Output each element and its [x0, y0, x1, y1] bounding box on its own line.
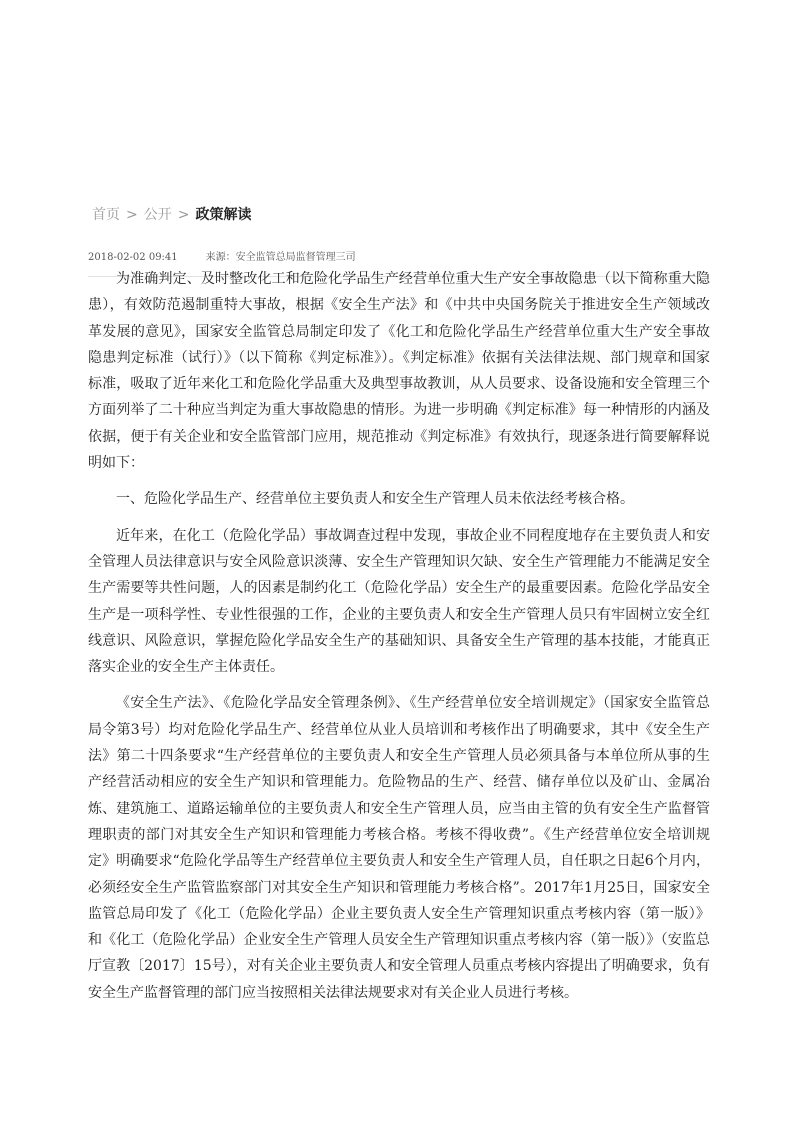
article-paragraph: 近年来，在化工（危险化学品）事故调查过程中发现，事故企业不同程度地存在主要负责人和安全管理人员法律意识与安全风险意识淡薄、安全生产管理知识欠缺、安全生产管理能力不能满足安全生产需要等共性问题，人的因素是制约化工（危险化学品）安全生产的最重要因素。危险化学品安全生产是一项科学性、专业性很强的工作，企业的主要负责人和安全生产管理人员只有牢固树立安全红线意识、风险意识，掌握危险化学品安全生产的基础知识、具备安全生产管理的基本技能，才能真正落实企业的安全生产主体责任。 — [88, 527, 710, 676]
article-paragraph: 一、危险化学品生产、经营单位主要负责人和安全生产管理人员未依法经考核合格。 — [116, 491, 634, 508]
article-meta — [88, 251, 356, 265]
breadcrumb-current: 政策解读 — [195, 207, 252, 223]
article-paragraph: 《安全生产法》、《危险化学品安全管理条例》、《生产经营单位安全培训规定》（国家安全监管总局令第3号）均对危险化学品生产、经营单位从业人员培训和考核作出了明确要求，其中《安全生产法》第二十四条要求“生产经营单位的主要负责人和安全生产管理人员必须具备与本单位所从事的生产经营活动相应的安全生产知识和管理能力。危险物品的生产、经营、储存单位以及矿山、金属冶炼、建筑施工、道路运输单位的主要负责人和安全生产管理人员，应当由主管的负有安全生产监督管理职责的部门对其安全生产知识和管理能力考核合格。考核不得收费”。《生产经营单位安全培训规定》明确要求“危险化学品等生产经营单位主要负责人和安全生产管理人员，自任职之日起6个月内，必须经安全生产监管监察部门对其安全生产知识和管理能力考核合格”。2017年1月25日，国家安全监管总局印发了《化工（危险化学品）企业主要负责人安全生产管理知识重点考核内容（第一版）》和《化工（危险化学品）企业安全生产管理人员安全生产管理知识重点考核内容（第一版）》（安监总厅宣教〔2017〕15号），对有关企业主要负责人和安全管理人员重点考核内容提出了明确要求，负有安全生产监督管理的部门应当按照相关法律法规要求对有关企业人员进行考核。 — [88, 695, 710, 1001]
publish-datetime: 2018-02-02 09:41 — [88, 252, 178, 263]
breadcrumb-home-link[interactable]: 首页 — [92, 207, 120, 223]
breadcrumb-separator-icon: > — [126, 207, 138, 223]
breadcrumb-section-link[interactable]: 公开 — [143, 207, 172, 223]
article-paragraph: 为准确判定、及时整改化工和危险化学品生产经营单位重大生产安全事故隐患（以下简称重大隐患），有效防范遏制重特大事故，根据《安全生产法》和《中共中央国务院关于推进安全生产领域改革发展的意见》，国家安全监管总局制定印发了《化工和危险化学品生产经营单位重大生产安全事故隐患判定标准（试行）》（以下简称《判定标准》）。《判定标准》依据有关法律法规、部门规章和国家标准，吸取了近年来化工和危险化学品重大及典型事故教训，从人员要求、设备设施和安全管理三个方面列举了二十种应当判定为重大事故隐患的情形。为进一步明确《判定标准》每一种情形的内涵及依据，便于有关企业和安全监管部门应用，规范推动《判定标准》有效执行，现逐条进行简要解释说明如下： — [88, 271, 710, 472]
breadcrumb-separator-icon: > — [177, 207, 190, 223]
article-body — [88, 266, 710, 1016]
breadcrumb — [92, 205, 251, 225]
article-source: 来源：安全监管总局监督管理三司 — [205, 252, 356, 263]
